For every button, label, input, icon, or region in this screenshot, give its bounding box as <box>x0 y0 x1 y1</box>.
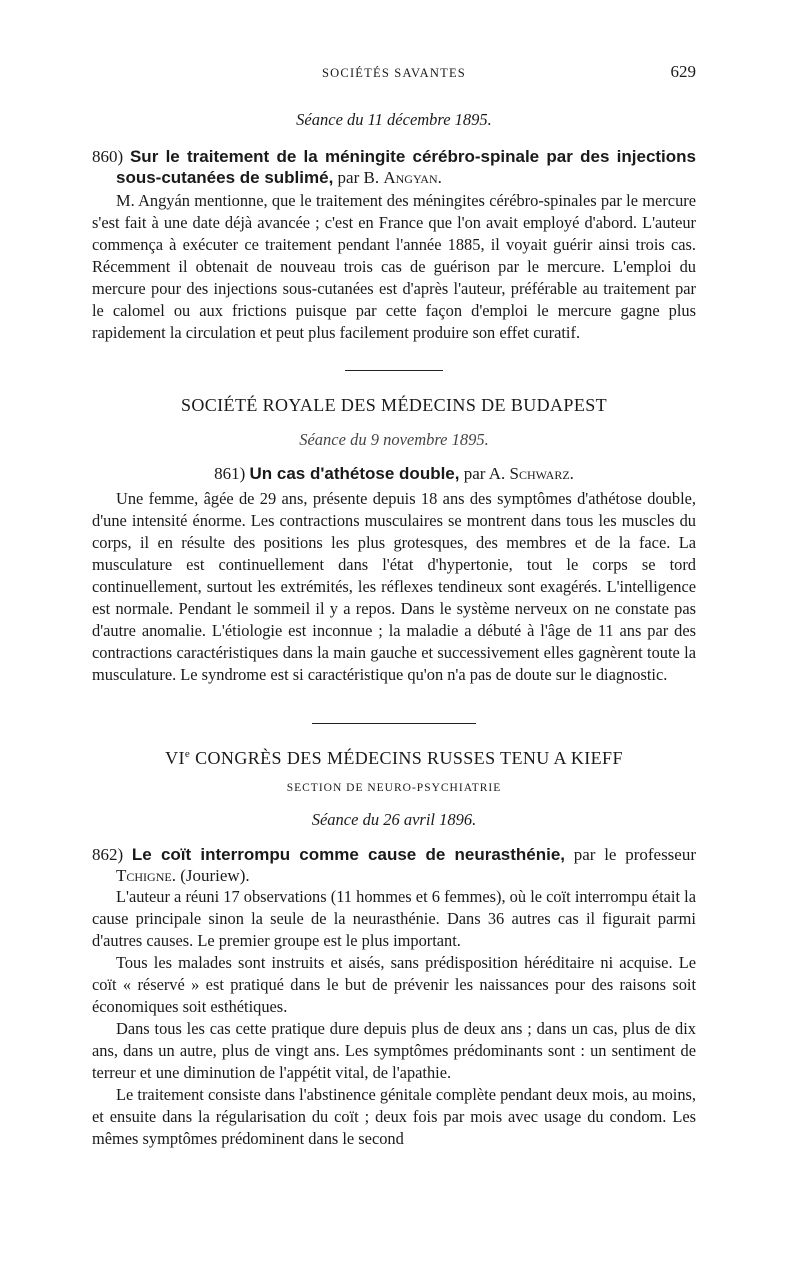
entry-paragraph-2: Tous les malades sont instruits et aisés, sans prédisposition héréditaire ni acquise. Le coït « réservé » est pratiqué dans le but de prévenir les naissances pour des raisons soit économiques soit esthétiques. <box>92 953 696 1016</box>
congress-ordinal: VI <box>165 748 185 768</box>
seance-date: Séance du 9 novembre 1895. <box>299 430 489 449</box>
entry-paragraph-1: L'auteur a réuni 17 observations (11 hommes et 6 femmes), où le coït interrompu était la cause principale sinon la seule de la neurasthénie. Dans 36 autres cas il figurait parmi d'autres causes. Le premier groupe est le plus important. <box>92 887 696 950</box>
seance-862 <box>92 810 696 830</box>
entry-paragraph: M. Angyán mentionne, que le traitement des méningites cérébro-spinales par le mercure s'est fait à une date déjà avancée ; c'est en France que l'on avait employé d'abord. L'auteur commença à exécuter ce traitement pendant l'année 1885, il voyait guérir ainsi trois cas. Récemment il obtenait de nouveau trois cas de guérison par le mercure. L'emploi du mercure pour des injections sous-cutanées est d'après l'auteur, préférable au traitement par le calomel ou aux frictions puisque par cette façon d'emploi le mercure gagne plus rapidement la circulation et peut plus facilement produire son effet curatif. <box>92 191 696 342</box>
society-budapest <box>92 395 696 416</box>
congress-kieff <box>92 748 696 769</box>
entry-860-heading <box>92 146 696 188</box>
page-number: 629 <box>670 62 696 81</box>
entry-author: Angyan <box>383 168 438 187</box>
seance-date: Séance du 26 avril 1896. <box>311 810 477 829</box>
entry-860-body <box>92 190 696 344</box>
entry-title-text: Sur le traitement de la méningite cérébro-spinale par des injections sous-cutanées de sublimé, <box>116 147 697 187</box>
seance-860 <box>92 110 696 130</box>
congress-title: CONGRÈS DES MÉDECINS RUSSES TENU A KIEFF <box>190 748 623 768</box>
entry-title <box>92 844 696 886</box>
entry-title <box>92 146 696 188</box>
entry-byline: par A. <box>459 464 510 483</box>
entry-number: 861) <box>214 464 246 483</box>
entry-title <box>92 463 696 484</box>
section-divider <box>345 370 443 371</box>
running-head: SOCIÉTÉS SAVANTES <box>322 66 466 80</box>
entry-862-heading <box>92 844 696 886</box>
section-neuro-psychiatrie <box>92 782 696 794</box>
section-divider <box>312 723 476 724</box>
seance-date: Séance du 11 décembre 1895. <box>296 110 492 129</box>
entry-number: 862) <box>92 845 124 864</box>
entry-author: Tchigne <box>116 866 172 885</box>
page-header <box>92 62 696 84</box>
section-heading: SECTION DE NEURO-PSYCHIATRIE <box>286 782 502 794</box>
entry-861-body <box>92 488 696 686</box>
entry-paragraph: Une femme, âgée de 29 ans, présente depuis 18 ans des symptômes d'athétose double, d'une intensité énorme. Les contractions musculaires se montrent dans tous les muscles du corps, il en résulte des positions les plus grotesques, des membres et de la face. La musculature est continuellement dans l'état d'hypertonie, tout le corps se tord continuellement, surtout les extrémités, les réflexes tendineux sont exagérés. L'intelligence est normale. Pendant le sommeil il y a repos. Dans le système nerveux on ne constate pas d'autre anomalie. L'étiologie est inconnue ; la maladie a débuté à l'âge de 11 ans par des contractions caractéristiques dans la main gauche et successivement elles gagnèrent toute la musculature. Le syndrome est si caractéristique qu'on n'a pas de doute sur le diagnostic. <box>92 489 696 684</box>
entry-author-end: . <box>437 168 442 187</box>
entry-byline: par le professeur <box>565 845 697 864</box>
entry-862-body <box>92 886 696 1150</box>
congress-ordinal-suffix: e <box>184 748 191 760</box>
entry-number: 860) <box>92 147 124 166</box>
entry-861-heading <box>92 463 696 484</box>
seance-861 <box>92 430 696 450</box>
entry-paragraph-4: Le traitement consiste dans l'abstinence génitale complète pendant deux mois, au moins, et ensuite dans la régularisation du coït ; deux fois par mois avec usage du condom. Les mêmes symptômes prédominent dans le second <box>92 1085 696 1148</box>
entry-paragraph-3: Dans tous les cas cette pratique dure depuis plus de deux ans ; dans un cas, plus de dix ans, dans un autre, plus de vingt ans. Les symptômes prédominants sont : un sentiment de terreur et une diminution de l'appétit vital, de l'apathie. <box>92 1019 696 1082</box>
entry-author: Schwarz <box>509 464 570 483</box>
entry-title-text: Le coït interrompu comme cause de neurasthénie, <box>131 845 566 864</box>
entry-author-end: . (Jouriew). <box>171 866 250 885</box>
entry-author-end: . <box>569 464 574 483</box>
congress-heading <box>92 748 696 769</box>
society-heading: SOCIÉTÉ ROYALE DES MÉDECINS DE BUDAPEST <box>180 395 608 415</box>
entry-title-text: Un cas d'athétose double, <box>249 464 460 483</box>
entry-byline: par B. <box>333 168 384 187</box>
